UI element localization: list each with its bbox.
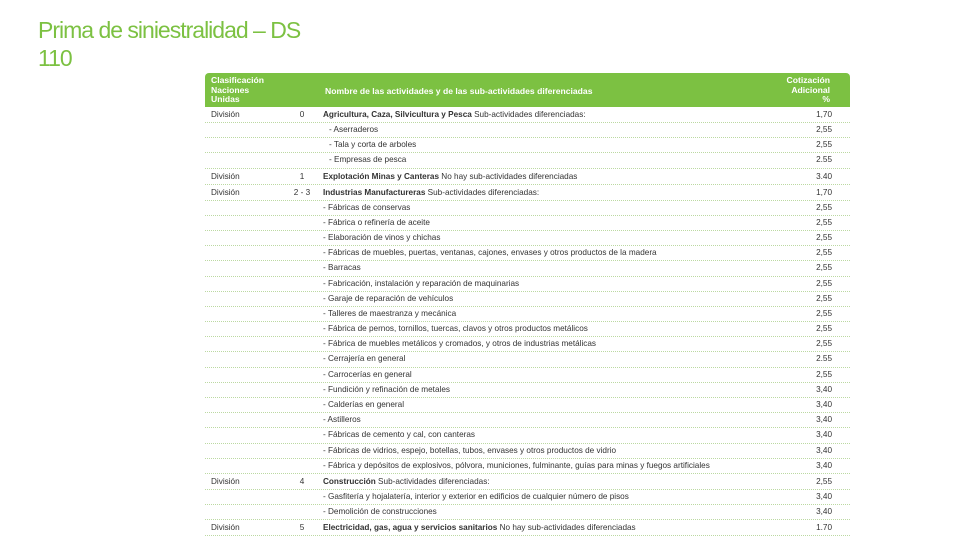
row-activity-text: - Calderías en general <box>323 400 405 409</box>
table-row <box>205 169 850 185</box>
row-activity <box>323 185 539 200</box>
row-activity-text: - Fábricas de muebles, puertas, ventanas, cajones, envases y otros productos de la madera <box>323 248 657 258</box>
row-activity-text: - Carrocerías en general <box>323 369 412 379</box>
row-rate: 3,40 <box>816 400 832 409</box>
row-activity-text: - Fábrica o refinería de aceite <box>323 217 430 227</box>
row-activity-text: - Fábricas de vidrios, espejo, botellas, tubos, envases y otros productos de vidrio <box>323 445 617 455</box>
row-activity-text: Sub-actividades diferenciadas: <box>425 187 540 197</box>
row-activity <box>323 261 361 275</box>
row-level: División <box>211 171 240 181</box>
table-row <box>205 322 850 337</box>
title-line-1: Prima de siniestralidad – DS <box>38 17 301 43</box>
row-rate: 2,55 <box>816 232 832 242</box>
table-row <box>205 352 850 367</box>
table-header <box>205 73 850 107</box>
header-classification <box>211 76 264 105</box>
row-activity-text: - Cerrajería en general <box>323 354 406 364</box>
row-rate: 2,55 <box>816 248 832 258</box>
table-row <box>205 277 850 292</box>
row-activity <box>323 398 404 412</box>
header-classification-l2: Naciones <box>211 84 250 95</box>
table-row <box>205 153 850 168</box>
row-rate: 2,55 <box>816 140 832 150</box>
row-activity <box>323 352 405 366</box>
row-activity-text: - Astilleros <box>323 415 361 425</box>
row-code: 1 <box>299 171 305 181</box>
row-rate: 2,55 <box>816 339 832 349</box>
row-rate: 2,55 <box>816 263 832 273</box>
row-activity-text: - Talleres de maestranza y mecánica <box>323 308 457 318</box>
row-rate: 2,55 <box>816 308 832 318</box>
row-activity <box>323 368 412 382</box>
row-activity-text: - Fabricación, instalación y reparación de maquinarias <box>323 278 520 288</box>
row-activity-text: - Barracas <box>323 263 361 273</box>
table-row <box>205 505 850 520</box>
row-activity-text: No hay sub-actividades diferenciadas <box>439 171 578 181</box>
row-rate: 2,55 <box>816 217 832 227</box>
row-rate: 3,40 <box>816 460 832 470</box>
row-activity <box>323 474 490 489</box>
row-activity-text: Sub-actividades diferenciadas: <box>471 110 586 119</box>
row-rate: 3,40 <box>816 415 832 425</box>
table-body <box>205 107 850 536</box>
row-activity-text: - Fábricas de conservas <box>323 202 411 212</box>
row-rate: 3,40 <box>816 384 832 394</box>
table-row <box>205 368 850 383</box>
row-activity <box>323 201 410 215</box>
table-row <box>205 413 850 428</box>
title-line-2: 110 <box>38 45 72 71</box>
row-level: División <box>211 187 240 197</box>
row-rate: 3,40 <box>816 430 832 440</box>
row-activity <box>323 337 596 351</box>
table-row <box>205 459 850 474</box>
row-activity-text: - Tala y corta de arboles <box>329 140 417 150</box>
row-activity <box>323 459 710 473</box>
row-rate: 2,55 <box>816 476 832 486</box>
row-activity <box>323 231 440 245</box>
row-activity-text: - Fábrica y depósitos de explosivos, pólvora, municiones, fulminante, guías para minas y fuegos artificiales <box>323 460 710 470</box>
row-activity-text: - Gasfitería y hojalatería, interior y exterior en edificios de cualquier número de pisos <box>323 491 629 501</box>
table-row <box>205 231 850 246</box>
table-row <box>205 444 850 459</box>
row-rate: 2,55 <box>816 202 832 212</box>
header-rate-l1: Cotización <box>786 75 830 85</box>
row-activity <box>323 383 450 397</box>
row-rate: 1,70 <box>816 187 832 197</box>
row-activity <box>323 505 437 519</box>
row-activity <box>323 292 453 306</box>
row-activity-text: - Aserraderos <box>329 125 379 134</box>
row-rate: 2,55 <box>816 293 832 303</box>
row-activity-text: - Garaje de reparación de vehículos <box>323 293 454 303</box>
row-activity <box>323 277 519 291</box>
row-rate: 2,55 <box>816 369 832 379</box>
row-activity-text: - Fundición y refinación de metales <box>323 384 450 394</box>
row-rate: 2.55 <box>816 354 832 364</box>
row-code: 5 <box>299 523 305 533</box>
header-rate-l3: % <box>822 94 830 104</box>
table-row <box>205 307 850 322</box>
row-activity <box>329 123 378 137</box>
page-title <box>38 16 300 72</box>
table-row <box>205 107 850 123</box>
row-activity <box>323 307 456 321</box>
row-activity <box>323 107 586 122</box>
table-row <box>205 337 850 352</box>
row-activity <box>323 246 657 260</box>
table-row <box>205 138 850 153</box>
row-rate: 3.40 <box>816 171 832 181</box>
row-activity-text: No hay sub-actividades diferenciadas <box>497 523 636 533</box>
row-activity <box>323 322 588 336</box>
row-rate: 3,40 <box>816 445 832 455</box>
row-activity <box>323 490 629 504</box>
row-activity <box>323 216 430 230</box>
row-code: 0 <box>299 110 305 119</box>
row-activity-title: Industrias Manufactureras <box>323 187 426 197</box>
row-rate: 2,55 <box>816 278 832 288</box>
row-activity-text: Sub-actividades diferenciadas: <box>375 476 490 486</box>
row-rate: 2.55 <box>816 155 832 165</box>
table-row <box>205 383 850 398</box>
row-rate: 3,40 <box>816 507 832 517</box>
table-row <box>205 216 850 231</box>
table-row <box>205 201 850 216</box>
row-level: División <box>211 476 240 486</box>
row-activity <box>323 520 636 535</box>
row-activity <box>329 153 406 167</box>
table-row <box>205 292 850 307</box>
table-row <box>205 490 850 505</box>
row-activity-title: Agricultura, Caza, Silvicultura y Pesca <box>323 110 472 119</box>
row-activity <box>329 138 416 152</box>
table-row <box>205 398 850 413</box>
table-row <box>205 520 850 536</box>
header-rate-l2: Adicional <box>791 84 830 95</box>
table-row <box>205 474 850 490</box>
row-activity-text: - Fábrica de muebles metálicos y cromados, y otros de industrias metálicas <box>323 339 597 349</box>
header-rate <box>787 76 830 105</box>
table-row <box>205 246 850 261</box>
row-activity <box>323 444 616 458</box>
header-activity-name: Nombre de las actividades y de las sub-actividades diferenciadas <box>325 86 593 96</box>
row-activity-text: - Empresas de pesca <box>329 155 407 165</box>
row-activity-text: - Fábrica de pernos, tornillos, tuercas, clavos y otros productos metálicos <box>323 324 588 334</box>
row-activity <box>323 413 361 427</box>
table-row <box>205 261 850 276</box>
row-level: División <box>211 523 240 533</box>
row-activity-title: Explotación Minas y Canteras <box>323 171 440 181</box>
row-activity-text: - Elaboración de vinos y chichas <box>323 232 441 242</box>
row-rate: 2,55 <box>816 125 832 134</box>
rates-table <box>205 73 850 536</box>
row-activity-title: Electricidad, gas, agua y servicios sanitarios <box>323 523 498 533</box>
row-rate: 2,55 <box>816 324 832 334</box>
table-row <box>205 185 850 201</box>
row-activity-title: Construcción <box>323 476 376 486</box>
table-row <box>205 123 850 138</box>
row-activity-text: - Demolición de construcciones <box>323 507 437 517</box>
row-activity <box>323 428 475 442</box>
row-activity-text: - Fábricas de cemento y cal, con canteras <box>323 430 475 440</box>
table-row <box>205 428 850 443</box>
header-classification-l1: Clasificación <box>211 75 265 85</box>
row-rate: 3,40 <box>816 491 832 501</box>
row-rate: 1,70 <box>816 110 832 119</box>
row-code: 4 <box>299 476 305 486</box>
row-activity <box>323 169 577 184</box>
header-classification-l3: Unidas <box>211 94 240 104</box>
row-code: 2 - 3 <box>293 187 311 197</box>
row-rate: 1.70 <box>816 523 832 533</box>
row-level: División <box>211 110 240 119</box>
